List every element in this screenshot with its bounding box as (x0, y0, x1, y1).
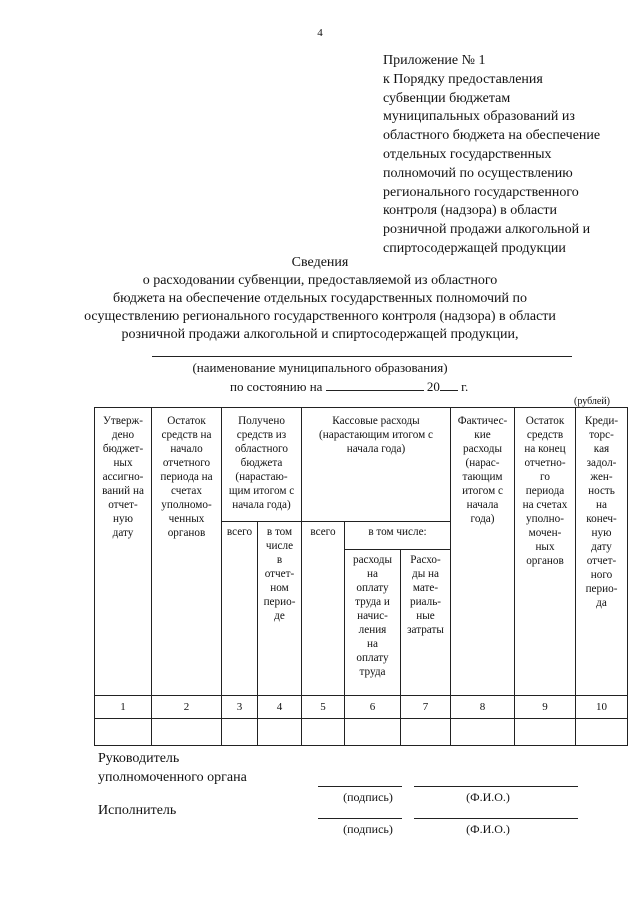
header-text-line: ную (591, 527, 612, 539)
data-cell[interactable] (576, 719, 628, 746)
units-label: (рублей) (574, 396, 611, 407)
header-text-line: тающим (462, 471, 503, 483)
data-cell[interactable] (222, 719, 258, 746)
header-text-line: ления (358, 624, 387, 636)
head-name-caption: (Ф.И.О.) (466, 790, 510, 804)
header-text-line: торс- (589, 429, 614, 441)
header-text-line: расходы (462, 443, 503, 455)
header-received-funds (222, 408, 302, 522)
page-number: 4 (317, 27, 323, 39)
header-text-line: на (367, 638, 378, 650)
header-text-line: в (276, 554, 283, 566)
header-text-line: перио- (585, 583, 618, 595)
header-text-line: на счетах (522, 499, 568, 511)
header-text-line: дату (112, 527, 134, 539)
report-subtitle-line: розничной продажи алкогольной и спиртосодержащей продукции, (121, 327, 519, 342)
annex-line: спиртосодержащей продукции (383, 240, 566, 256)
annex-line: розничной продажи алкогольной и (383, 222, 591, 238)
header-text-line: да (596, 597, 607, 609)
header-text-line: ные (416, 610, 435, 622)
header-text-line: кие (474, 429, 491, 441)
expenditure-table (94, 407, 628, 746)
header-text-line: на (367, 568, 378, 580)
header-text-line: ных (535, 541, 555, 553)
annex-line: субвенции бюджетам (383, 90, 511, 106)
municipality-name-field[interactable] (152, 356, 572, 357)
header-text-line: ную (113, 513, 133, 525)
annex-line: полномочий по осуществлению (383, 165, 573, 181)
header-text-line: отчетно- (524, 457, 566, 469)
annex-line: контроля (надзора) в области (383, 203, 558, 219)
header-text-line: начала года) (346, 443, 406, 455)
annex-title: Приложение № 1 (383, 53, 486, 68)
column-number: 8 (451, 696, 515, 719)
annex-line: отдельных государственных (383, 146, 552, 162)
header-text-line: (нарастаю- (235, 471, 288, 483)
annex-heading (383, 52, 633, 259)
header-text-line: периода (525, 485, 565, 497)
header-text-line: отчетного (162, 457, 211, 469)
report-subtitle-line: о расходовании субвенции, предоставляемой из областного (142, 273, 498, 288)
header-text-line: периода на (160, 471, 213, 483)
header-closing-balance (515, 408, 576, 696)
header-text-line: областного (235, 443, 288, 455)
annex-line: к Порядку предоставления (383, 71, 543, 87)
header-text-line: Фактичес- (457, 415, 508, 427)
report-title: Сведения (291, 255, 349, 270)
header-text-line: щим итогом с (228, 485, 295, 497)
header-text-line: ность (588, 485, 615, 497)
head-label-line1: Руководитель (98, 751, 180, 766)
year-suffix: г. (461, 379, 469, 394)
head-name-field[interactable] (414, 786, 578, 787)
header-actual-expenses (451, 408, 515, 696)
header-text-line: мочен- (528, 527, 562, 539)
header-text-line: ассигно- (102, 471, 144, 483)
header-text-line: уполномо- (161, 499, 212, 511)
header-text-line: начис- (357, 610, 388, 622)
header-text-line: ваний на (102, 485, 144, 497)
header-approved-appropriations (95, 408, 152, 696)
header-labor-costs (345, 550, 401, 696)
column-number: 2 (152, 696, 222, 719)
header-text-line: оплату (356, 582, 389, 594)
annex-line: муниципальных образований из (383, 109, 575, 125)
header-text-line: на (596, 499, 607, 511)
header-text-line: отчет- (586, 555, 617, 567)
data-cell[interactable] (152, 719, 222, 746)
data-cell[interactable] (401, 719, 451, 746)
data-cell[interactable] (302, 719, 345, 746)
header-text-line: Остаток (525, 415, 565, 427)
header-received-period (258, 522, 302, 696)
header-text-line: средств на (161, 429, 212, 441)
header-text-line: отчет- (108, 499, 138, 511)
header-text-line: в том (266, 526, 293, 538)
header-text-line: бюджет- (102, 443, 144, 455)
report-subtitle-line: бюджета на обеспечение отдельных государственных полномочий по (112, 291, 527, 306)
header-cash-total: всего (302, 522, 345, 696)
annex-line: регионального государственного (383, 184, 579, 200)
header-text-line: ного (590, 569, 613, 581)
header-cash-including: в том числе: (345, 522, 451, 550)
header-text-line: Получено (238, 415, 285, 427)
annex-line: областного бюджета на обеспечение (383, 128, 601, 144)
executor-label: Исполнитель (98, 803, 177, 818)
head-signature-caption: (подпись) (343, 790, 393, 804)
header-text-line: затраты (407, 624, 444, 636)
executor-name-field[interactable] (414, 818, 578, 819)
header-text-line: ном (270, 582, 289, 594)
data-cell[interactable] (258, 719, 302, 746)
header-text-line: отчет- (264, 568, 295, 580)
date-prefix: по состоянию на (230, 379, 323, 394)
column-number: 7 (401, 696, 451, 719)
year-prefix: 20 (426, 379, 440, 394)
executor-signature-field[interactable] (318, 818, 402, 819)
header-accounts-payable (576, 408, 628, 696)
head-label-line2: уполномоченного органа (98, 770, 247, 785)
header-text-line: Остаток (167, 415, 206, 427)
header-text-line: средств из (236, 429, 287, 441)
municipality-caption: (наименование муниципального образования) (192, 360, 448, 375)
header-text-line: (нарас- (465, 457, 500, 469)
header-text-line: жен- (590, 471, 613, 483)
header-text-line: начала (466, 499, 499, 511)
header-text-line: конеч- (586, 513, 617, 525)
date-line (230, 378, 468, 395)
header-text-line: труда и (355, 596, 390, 608)
header-text-line: де (274, 610, 285, 622)
header-text-line: перио- (263, 596, 296, 608)
header-text-line: начало (170, 443, 203, 455)
header-text-line: начала года) (232, 499, 291, 511)
header-text-line: ченных (168, 513, 205, 525)
header-text-line: риаль- (409, 596, 442, 608)
header-cash-expenses (302, 408, 451, 522)
date-field[interactable] (326, 378, 424, 391)
column-number: 5 (302, 696, 345, 719)
header-text-line: (нарастающим итогом с (319, 429, 433, 441)
header-text-line: дено (111, 429, 135, 441)
header-text-line: органов (526, 555, 564, 567)
column-number: 10 (576, 696, 628, 719)
header-text-line: на конец (524, 443, 566, 455)
header-received-total: всего (222, 522, 258, 696)
header-text-line: мате- (412, 582, 439, 594)
header-text-line: труда (359, 666, 386, 678)
header-text-line: го (540, 471, 550, 483)
header-text-line: итогом с (462, 485, 503, 497)
column-number: 4 (258, 696, 302, 719)
header-text-line: года) (470, 513, 495, 525)
header-text-line: счетах (171, 485, 202, 497)
executor-signature-caption: (подпись) (343, 822, 393, 836)
header-opening-balance (152, 408, 222, 696)
report-subtitle-line: осуществлению регионального государственного контроля (надзора) в области (84, 309, 556, 324)
header-text-line: Утверж- (102, 415, 144, 427)
year-field[interactable] (440, 378, 458, 391)
executor-name-caption: (Ф.И.О.) (466, 822, 510, 836)
data-cell[interactable] (345, 719, 401, 746)
header-text-line: числе (265, 540, 294, 552)
header-text-line: кая (593, 443, 610, 455)
header-text-line: расходы (352, 554, 393, 566)
header-text-line: дату (591, 541, 612, 553)
header-text-line: Расхо- (410, 554, 441, 566)
data-cell[interactable] (515, 719, 576, 746)
header-text-line: ды на (412, 568, 439, 580)
header-text-line: бюджета (240, 457, 283, 469)
header-text-line: Кассовые расходы (332, 415, 420, 427)
header-material-costs (401, 550, 451, 696)
data-cell[interactable] (95, 719, 152, 746)
data-cell[interactable] (451, 719, 515, 746)
header-text-line: средств (526, 429, 564, 441)
column-number: 3 (222, 696, 258, 719)
header-text-line: Креди- (584, 415, 619, 427)
column-number: 1 (95, 696, 152, 719)
column-number: 6 (345, 696, 401, 719)
header-text-line: ных (113, 457, 133, 469)
header-text-line: задол- (586, 457, 617, 469)
header-text-line: оплату (356, 652, 389, 664)
header-text-line: уполно- (526, 513, 564, 525)
column-number: 9 (515, 696, 576, 719)
head-signature-field[interactable] (318, 786, 402, 787)
header-text-line: органов (167, 527, 206, 539)
